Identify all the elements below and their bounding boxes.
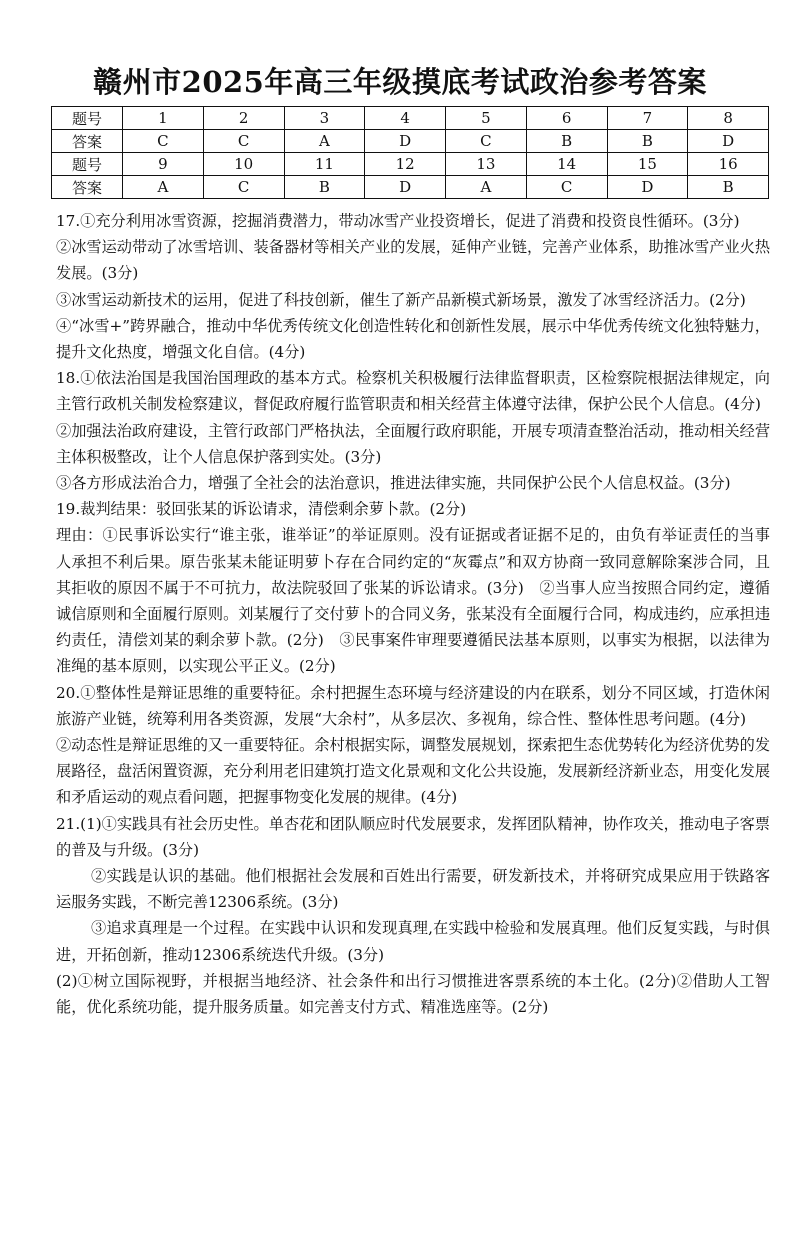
row-label: 答案 <box>52 130 123 153</box>
table-cell: B <box>688 176 769 199</box>
table-cell: D <box>607 176 688 199</box>
table-cell: 2 <box>203 107 284 130</box>
table-cell: B <box>526 130 607 153</box>
table-row <box>52 107 769 130</box>
table-cell: 8 <box>688 107 769 130</box>
table-cell: C <box>203 130 284 153</box>
table-cell: B <box>607 130 688 153</box>
table-row <box>52 176 769 199</box>
answer-paragraph: ②实践是认识的基础。他们根据社会发展和百姓出行需要，研发新技术，并将研究成果应用于铁路客运服务实践，不断完善12306系统。(3分) <box>56 867 770 912</box>
table-cell: C <box>446 130 527 153</box>
answer-paragraph: 19.裁判结果：驳回张某的诉讼请求，清偿剩余萝卜款。(2分) <box>56 500 467 519</box>
table-cell: 12 <box>365 153 446 176</box>
table-cell: D <box>365 176 446 199</box>
row-label: 答案 <box>52 176 123 199</box>
answer-paragraph: ②冰雪运动带动了冰雪培训、装备器材等相关产业的发展，延伸产业链，完善产业体系，助推冰雪产业火热发展。(3分) <box>56 238 770 283</box>
table-cell: A <box>446 176 527 199</box>
table-cell: C <box>123 130 204 153</box>
answer-paragraph: 理由：①民事诉讼实行“谁主张，谁举证”的举证原则。没有证据或者证据不足的，由负有举证责任的当事人承担不利后果。原告张某未能证明萝卜存在合同约定的“灰霉点”和双方协商一致同意解除案涉合同，且其拒收的原因不属于不可抗力，故法院驳回了张某的诉讼请求。(3分) ②当事人应当按照合同约定，遵循诚信原则和全面履行原则。刘某履行了交付萝卜的合同义务，张某没有全面履行合同，构成违约，应承担违约责任，清偿刘某的剩余萝卜款。(2分) ③民事案件审理要遵循民法基本原则，以事实为根据，以法律为准绳的基本原则，以实现公平正义。(2分) <box>56 526 770 676</box>
answer-paragraph: 20.①整体性是辩证思维的重要特征。余村把握生态环境与经济建设的内在联系，划分不同区域，打造休闲旅游产业链，统筹利用各类资源，发展“大余村”，从多层次、多视角，综合性、整体性思考问题。(4分) <box>56 683 770 728</box>
answer-paragraph: 17.①充分利用冰雪资源，挖掘消费潜力，带动冰雪产业投资增长，促进了消费和投资良性循环。(3分) <box>56 212 740 230</box>
table-cell: 3 <box>284 107 365 130</box>
table-cell: 7 <box>607 107 688 130</box>
table-cell: 15 <box>607 153 688 176</box>
table-cell: 4 <box>365 107 446 130</box>
table-cell: C <box>526 176 607 199</box>
table-cell: 14 <box>526 153 607 176</box>
row-label: 题号 <box>52 153 123 176</box>
answer-paragraph: (2)①树立国际视野，并根据当地经济、社会条件和出行习惯推进客票系统的本土化。(2分)②借助人工智能，优化系统功能，提升服务质量。如完善支付方式、精准选座等。(2分) <box>56 971 770 1017</box>
table-row <box>52 153 769 176</box>
table-cell: A <box>284 130 365 153</box>
table-row <box>52 130 769 153</box>
table-cell: 16 <box>688 153 769 176</box>
table-cell: D <box>688 130 769 153</box>
answer-paragraph: ③各方形成法治合力，增强了全社会的法治意识，推进法律实施，共同保护公民个人信息权益。(3分) <box>56 474 731 493</box>
table-cell: D <box>365 130 446 153</box>
answer-table <box>51 106 769 199</box>
table-cell: 1 <box>123 107 204 130</box>
page-title: 赣州市2025年高三年级摸底考试政治参考答案 <box>93 65 707 99</box>
table-cell: B <box>284 176 365 199</box>
table-cell: 6 <box>526 107 607 130</box>
answer-body <box>56 208 770 1020</box>
table-cell: 5 <box>446 107 527 130</box>
answer-paragraph: ③冰雪运动新技术的运用，促进了科技创新，催生了新产品新模式新场景，激发了冰雪经济活力。(2分) <box>56 290 746 309</box>
answer-paragraph: ④“冰雪+”跨界融合，推动中华优秀传统文化创造性转化和创新性发展，展示中华优秀传统文化独特魅力，提升文化热度，增强文化自信。(4分) <box>56 316 770 362</box>
table-cell: 10 <box>203 153 284 176</box>
table-cell: A <box>123 176 204 199</box>
answer-paragraph: ②加强法治政府建设，主管行政部门严格执法，全面履行政府职能，开展专项清查整治活动，推动相关经营主体积极整改，让个人信息保护落到实处。(3分) <box>56 421 770 466</box>
table-cell: C <box>203 176 284 199</box>
answer-paragraph: ②动态性是辩证思维的又一重要特征。余村根据实际，调整发展规划，探索把生态优势转化为经济优势的发展路径，盘活闲置资源，充分利用老旧建筑打造文化景观和文化公共设施，发展新经济新业态，用变化发展和矛盾运动的观点看问题，把握事物变化发展的规律。(4分) <box>56 736 770 807</box>
row-label: 题号 <box>52 107 123 130</box>
table-cell: 9 <box>123 153 204 176</box>
answer-paragraph: 18.①依法治国是我国治国理政的基本方式。检察机关积极履行法律监督职责，区检察院根据法律规定，向主管行政机关制发检察建议，督促政府履行监管职责和相关经营主体遵守法律，保护公民个人信息。(4分) <box>56 369 770 414</box>
answer-paragraph: ③追求真理是一个过程。在实践中认识和发现真理,在实践中检验和发展真理。他们反复实践，与时俱进，开拓创新，推动12306系统迭代升级。(3分) <box>56 919 770 964</box>
table-cell: 13 <box>446 153 527 176</box>
table-cell: 11 <box>284 153 365 176</box>
answer-paragraph: 21.(1)①实践具有社会历史性。单杏花和团队顺应时代发展要求，发挥团队精神，协作攻关，推动电子客票的普及与升级。(3分) <box>56 814 770 859</box>
